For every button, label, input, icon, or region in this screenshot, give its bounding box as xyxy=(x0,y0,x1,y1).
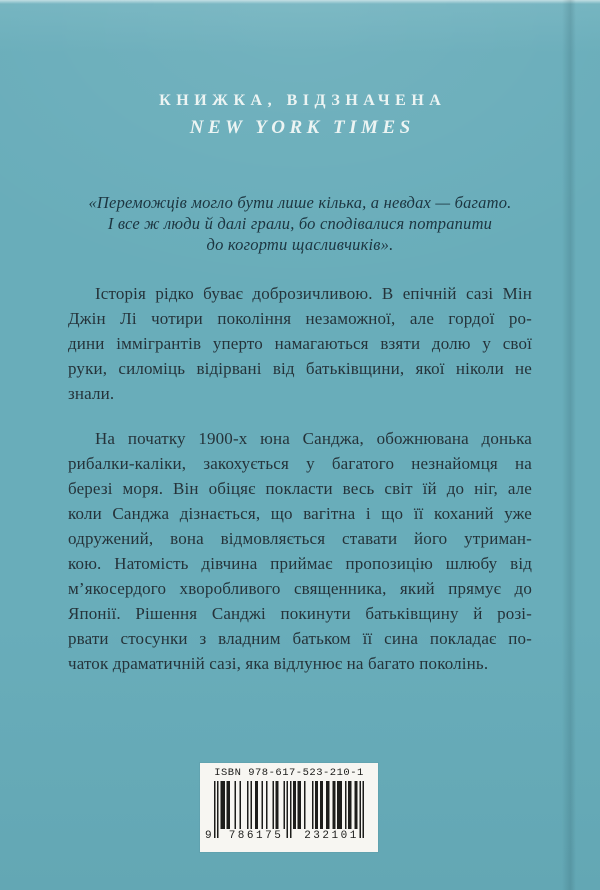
award-note xyxy=(0,92,600,138)
quote-line: «Переможців могло бути лише кілька, а невдах — багато. xyxy=(88,193,512,212)
quote-line: до когорти щасливчиків». xyxy=(206,235,394,254)
isbn-text: ISBN 978-617-523-210-1 xyxy=(214,767,364,779)
synopsis-line: чаток драматичній сазі, яка відлунює на багато поколінь. xyxy=(68,654,489,673)
epigraph-quote xyxy=(30,192,570,255)
quote-line: І все ж люди й далі грали, бо сподівалися потрапити xyxy=(107,214,493,233)
synopsis-line: березі моря. Він обіцяє покласти весь світ їй до ніг, але xyxy=(68,479,532,498)
award-source-line: NEW YORK TIMES xyxy=(189,117,415,138)
barcode-digit-group: 232101 xyxy=(304,830,359,842)
synopsis-line: Джін Лі чотири покоління незаможної, але гордої ро- xyxy=(68,309,532,328)
synopsis xyxy=(68,281,532,696)
barcode-digit-group: 9 xyxy=(205,830,212,842)
cover-top-edge-highlight xyxy=(0,0,600,4)
barcode-digits xyxy=(205,829,368,843)
synopsis-line: коли Санджа дізнається, що вагітна і що її коханий уже xyxy=(68,504,532,523)
synopsis-line: рвати стосунки з владним батьком її сина покладає по- xyxy=(68,629,532,648)
synopsis-line: м’якосердого хворобливого священника, який прямує до xyxy=(68,579,532,598)
barcode-label xyxy=(200,763,378,852)
synopsis-line: одружений, вона відмовляється ставати його утриман- xyxy=(68,529,532,548)
synopsis-line: Історія рідко буває доброзичливою. В епічній сазі Мін xyxy=(95,284,532,303)
synopsis-paragraph xyxy=(68,426,532,676)
synopsis-line: На початку 1900-х юна Санджа, обожнювана донька xyxy=(95,429,532,448)
barcode-digit-group: 786175 xyxy=(228,830,284,842)
synopsis-line: руки, силоміць відірвані від батьківщини, якої ніколи не xyxy=(68,359,532,378)
synopsis-paragraph xyxy=(68,281,532,406)
synopsis-line: знали. xyxy=(68,384,115,403)
synopsis-line: Японії. Рішення Санджі покинути батьківщину й розі- xyxy=(68,604,532,623)
award-text-line: КНИЖКА, ВІДЗНАЧЕНА xyxy=(159,92,447,109)
synopsis-line: кою. Натомість дівчина приймає пропозицію шлюбу від xyxy=(68,554,532,573)
synopsis-line: дини іммігрантів уперто намагаються взяти долю у свої xyxy=(68,334,532,353)
synopsis-line: рибалки-каліки, закохується у багатого незнайомця на xyxy=(68,454,532,473)
